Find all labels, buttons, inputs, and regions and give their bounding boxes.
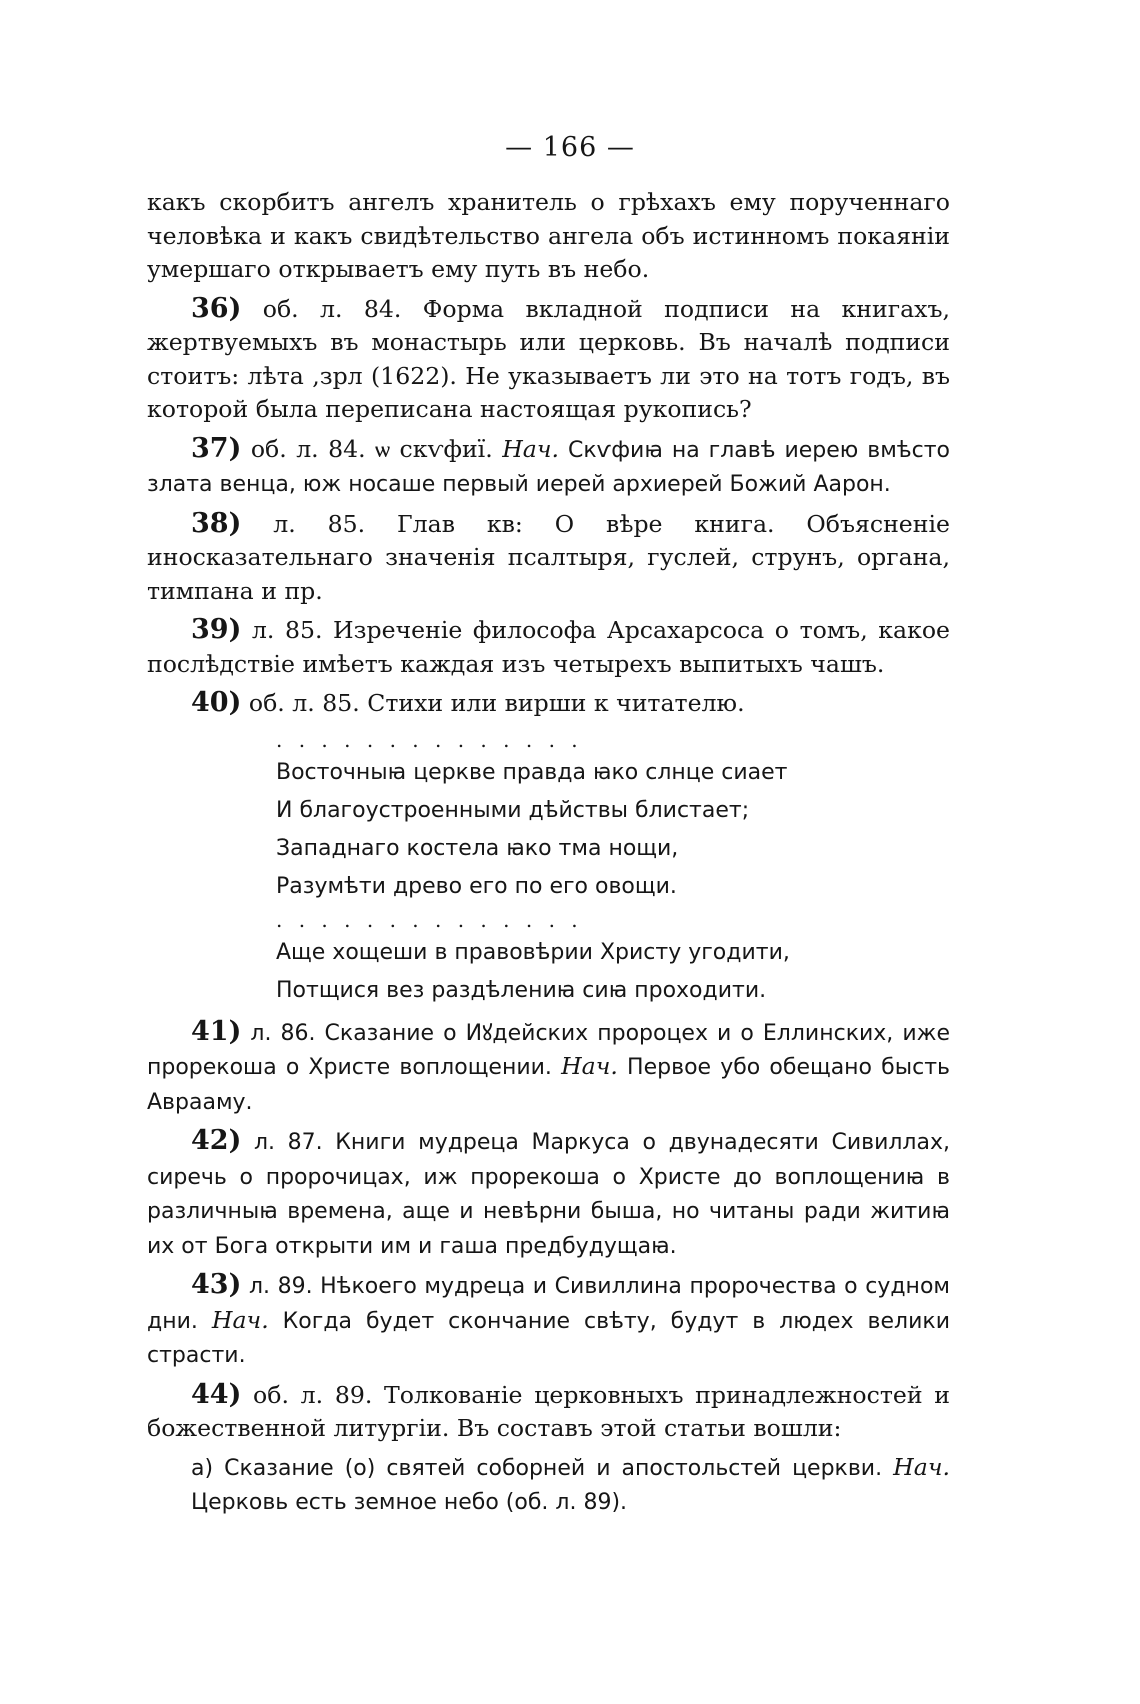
entry-incipit: Когда будет скончание свѣту, будут в людех велики страсти. [147,1308,950,1368]
verse-line: Западнаго костела ꙗко тма нощи, [276,835,679,861]
verse-line: Потщися вез раздѣлениꙗ сиꙗ проходити. [276,977,767,1003]
entry-41 [147,1015,950,1120]
entry-40 [147,686,950,721]
entry-number: 36) [191,292,242,324]
entry-38 [147,507,950,609]
entry-text: л. 86. Сказание о Иꙋдейских пророцех и о Еллинских, иже прорекоша о Христе воплощении. [147,1020,950,1080]
entry-text: л. 85. Глав кв: О вѣре книга. Объясненіе иносказательнаго значенія псалтыря, гуслей, струнъ, органа, тимпана и пр. [147,509,950,605]
verse-line: Восточныꙗ церкве правда ꙗко слнце сиает [276,759,788,785]
entry-incipit: Церковь есть земное небо (об. л. 89). [191,1490,628,1515]
entry-incipit: Скѵфиꙗ на главѣ иерею вмѣсто злата венца, юж носаше первый иерей архиерей Божий Аарон. [147,437,950,497]
entry-number: 40) [191,687,242,718]
verse-line: И благоустроенными дѣйствы блистает; [276,797,750,823]
ellipsis-dots: . . . . . . . . . . . . . . [276,907,583,932]
entry-number: 44) [191,1378,242,1410]
paragraph-text: какъ скорбитъ ангелъ хранитель о грѣхахъ ему порученнаго человѣка и какъ свидѣтельство ангела объ истинномъ покаяніи умершаго открываетъ ему путь въ небо. [147,188,950,283]
entry-36 [147,292,950,427]
entry-text: л. 89. Нѣкоего мудреца и Сивиллина пророчества о судном дни. [147,1274,950,1334]
entry-44-item-a [191,1451,950,1520]
paragraph-continuation [147,186,950,287]
entry-43 [147,1268,950,1373]
entry-39 [147,613,950,681]
entry-number: 43) [191,1269,242,1300]
verse-line: Аще хощеши в правовѣрии Христу угодити, [276,939,790,965]
entry-number: 37) [191,432,242,464]
entry-number: 41) [191,1015,242,1047]
entry-number: 38) [191,507,242,539]
entry-text: л. 87. Книги мудреца Маркуса о двунадесяти Сивиллах, сиречь о пророчицах, иж прорекоша о Христе до воплощениꙗ в различныꙗ времена, аще и невѣрни быша, но читаны ради житиꙗ их от Бога открыти им и гаша предбудущаꙗ. [147,1130,950,1259]
entry-text: об. л. 89. Толкованіе церковныхъ принадлежностей и божественной литургіи. Въ составъ этой статьи вошли: [147,1380,950,1442]
entry-text: а) Сказание (о) святей соборней и апостольстей церкви. [191,1455,894,1481]
entry-text: об. л. 84. Форма вкладной подписи на книгахъ, жертвуемыхъ въ монастырь или церковь. Въ началѣ подписи стоитъ: лѣта ,зрл (1622). Не указываетъ ли это на тотъ годъ, въ которой была переписана настоящая рукопись? [147,294,950,423]
entry-44 [147,1378,950,1446]
ellipsis-dots: . . . . . . . . . . . . . . [276,727,583,752]
verse-block [147,726,950,1010]
incipit-label: Нач. [502,434,560,463]
entry-text: л. 85. Изреченіе философа Арсахарсоса о томъ, какое послѣдствіе имѣетъ каждая изъ четырехъ выпитыхъ чашъ. [147,616,950,678]
page-number: — 166 — [505,132,635,163]
incipit-label: Нач. [893,1452,950,1481]
entry-number: 42) [191,1125,242,1156]
entry-42 [147,1124,950,1263]
entry-text: об. л. 85. Стихи или вирши к читателю. [241,689,745,717]
entry-37 [147,432,950,502]
entry-incipit: Первое убо обещано бысть Аврааму. [147,1055,950,1115]
entry-number: 39) [191,614,242,645]
incipit-label: Нач. [211,1305,269,1334]
incipit-label: Нач. [561,1052,618,1080]
page-body [147,186,950,1525]
entry-text: об. л. 84. ѡ скѵфиї. [241,434,503,463]
verse-line: Разумѣти древо его по его овощи. [276,873,677,899]
